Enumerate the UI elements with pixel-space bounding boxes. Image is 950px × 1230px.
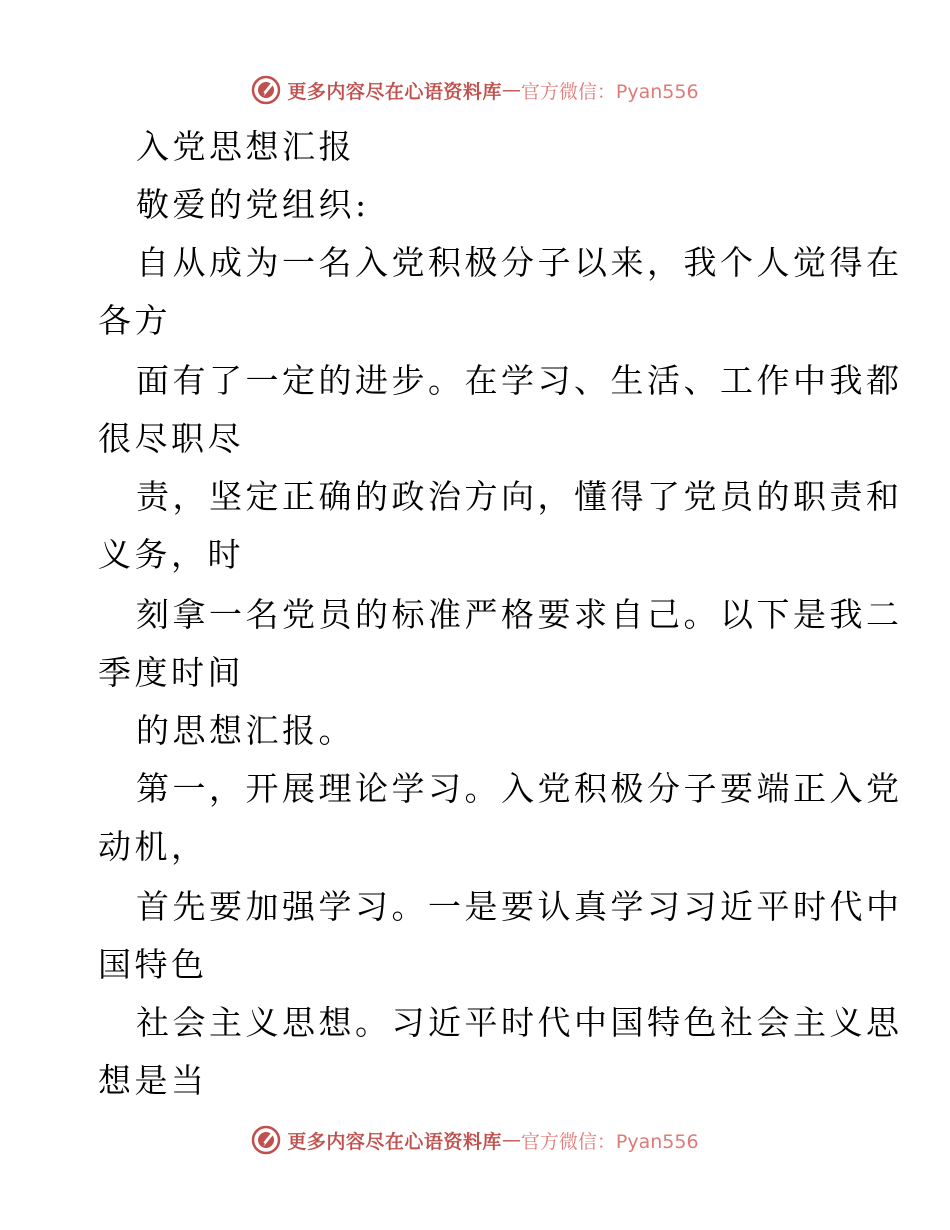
text-line: 刻拿一名党员的标准严格要求自己。以下是我二 xyxy=(136,595,903,634)
footer-banner xyxy=(0,1120,950,1160)
header-banner xyxy=(0,70,950,110)
text-line: 动机， xyxy=(98,827,208,866)
text-line: 很尽职尽 xyxy=(98,419,244,458)
banner-site-text: 更多内容尽在心语资料库 xyxy=(287,1130,502,1153)
text-line: 自从成为一名入党积极分子以来，我个人觉得在 xyxy=(136,243,903,282)
text-line: 义务，时 xyxy=(98,535,244,574)
banner-wechat-text: 官方微信：Pyan556 xyxy=(520,1130,699,1153)
banner-dash: — xyxy=(501,79,521,101)
banner-wechat-text: 官方微信：Pyan556 xyxy=(520,80,699,103)
pen-logo-icon xyxy=(251,1125,281,1155)
text-line: 想是当 xyxy=(98,1061,208,1100)
banner-site-text: 更多内容尽在心语资料库 xyxy=(287,80,502,103)
text-line: 国特色 xyxy=(98,945,208,984)
text-line: 社会主义思想。习近平时代中国特色社会主义思 xyxy=(136,1003,903,1042)
doc-title: 入党思想汇报 xyxy=(136,127,355,166)
text-line: 季度时间 xyxy=(98,653,244,692)
text-line: 责，坚定正确的政治方向，懂得了党员的职责和 xyxy=(136,477,903,516)
text-line: 第一，开展理论学习。入党积极分子要端正入党 xyxy=(136,769,903,808)
pen-logo-icon xyxy=(251,75,281,105)
salutation: 敬爱的党组织: xyxy=(136,185,370,224)
text-line: 面有了一定的进步。在学习、生活、工作中我都 xyxy=(136,361,903,400)
text-line: 的思想汇报。 xyxy=(136,711,355,750)
text-line: 首先要加强学习。一是要认真学习习近平时代中 xyxy=(136,887,903,926)
text-line: 各方 xyxy=(98,301,171,340)
banner-dash: — xyxy=(501,1129,521,1151)
